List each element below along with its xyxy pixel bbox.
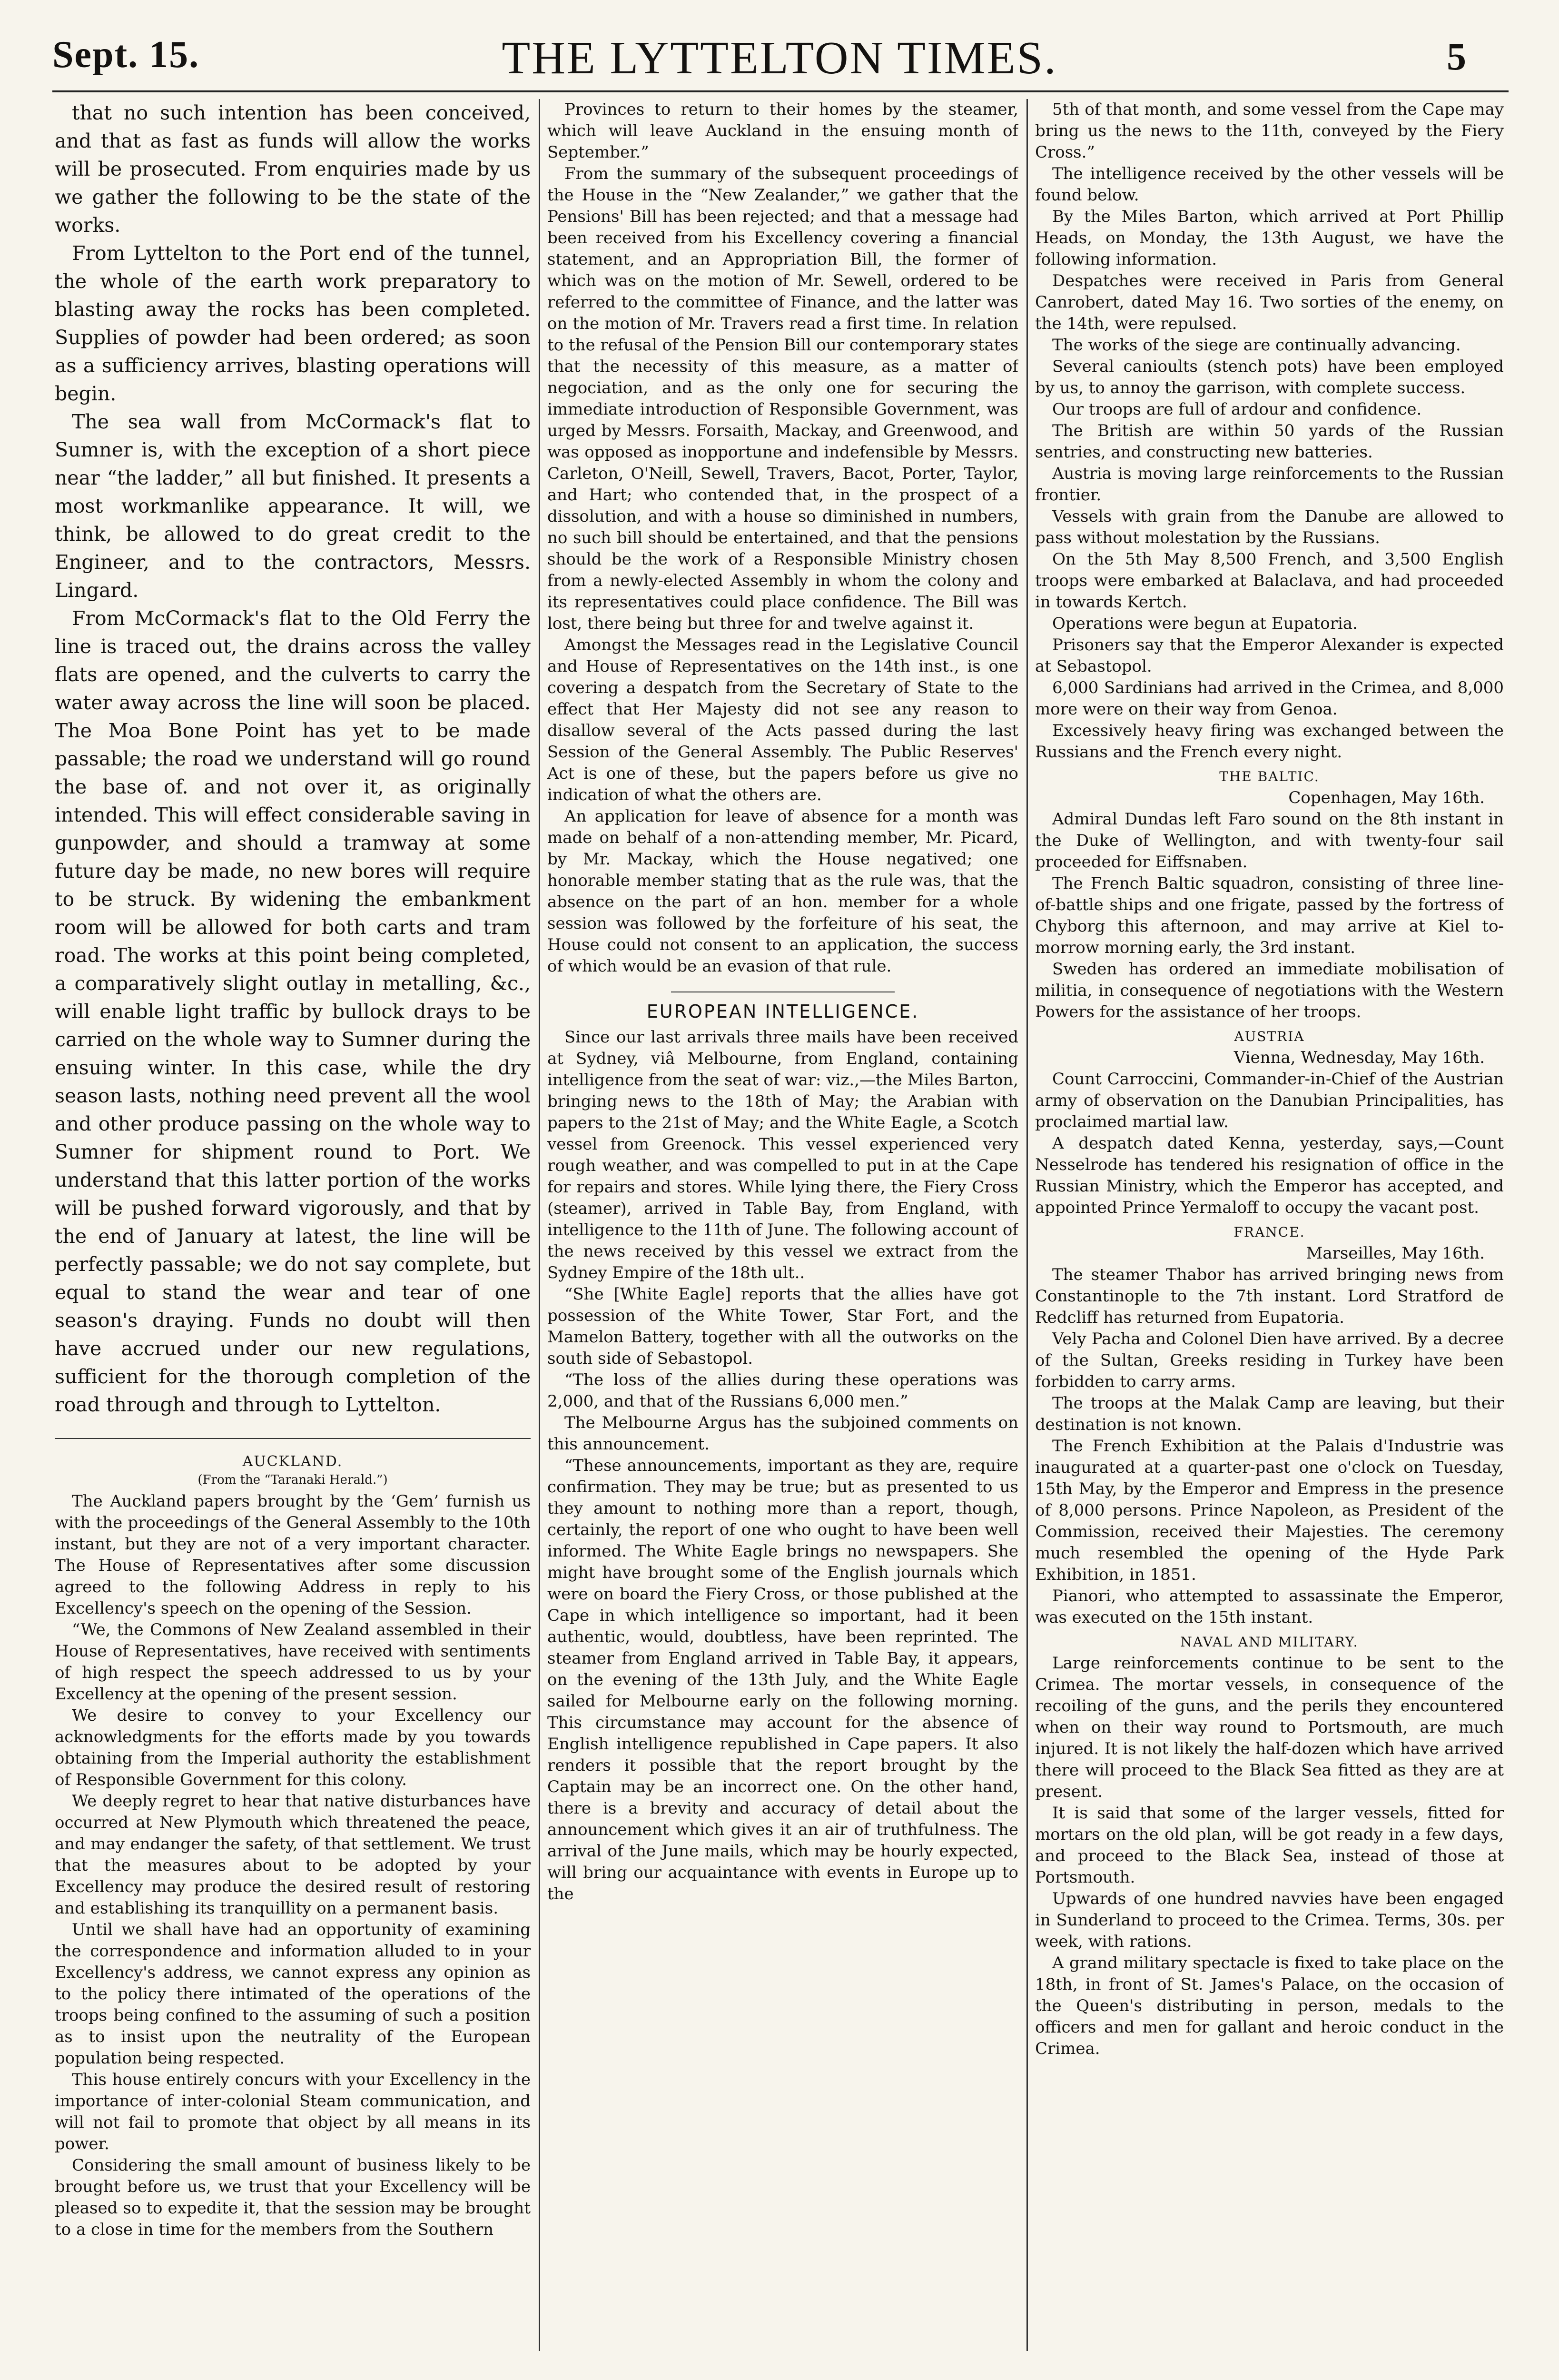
masthead-rule (52, 90, 1509, 92)
paragraph: Vely Pacha and Colonel Dien have arrived. By a decree of the Sultan, Greeks residing in Turkey have been forbidden to carry arms. (1035, 1329, 1504, 1391)
paragraph: “She [White Eagle] reports that the allies have got possession of the White Tower, Star Fort, and the Mamelon Battery, together with all the outworks on the south side of Sebastopol. (547, 1285, 1018, 1368)
paragraph: The troops at the Malak Camp are leaving, but their destination is not known. (1035, 1394, 1504, 1434)
paragraph: Several canioults (stench pots) have been employed by us, to annoy the garrison, with complete success. (1035, 357, 1504, 397)
masthead (0, 0, 1559, 90)
dateline: Vienna, Wednesday, May 16th. (1233, 1048, 1485, 1067)
paragraph: The French Baltic squadron, consisting of three line-of-battle ships and one frigate, passed by the fortress of Chyborg this afternoon, and may arrive at Kiel to-morrow morning early, the 3rd instant. (1035, 874, 1504, 957)
paragraph: Provinces to return to their homes by the steamer, which will leave Auckland in the ensuing month of September.” (547, 100, 1018, 162)
paragraph: The works of the siege are continually advancing. (1052, 336, 1461, 355)
paragraph: “The loss of the allies during these operations was 2,000, and that of the Russians 6,000 men.” (547, 1370, 1018, 1411)
section-heading-austria: AUSTRIA (1234, 1029, 1305, 1044)
column-2 (547, 99, 1018, 2346)
paragraph: Admiral Dundas left Faro sound on the 8th instant in the Duke of Wellington, and with twenty-four sail proceeded for Eiffsnaben. (1035, 810, 1504, 872)
paragraph: The British are within 50 yards of the Russian sentries, and constructing new batteries. (1035, 421, 1504, 462)
paragraph: From the summary of the subsequent proceedings of the House in the “New Zealander,” we gather that the Pensions' Bill has been rejected; and that a message had been received from his Excellency covering a financial statement, and an Appropriation Bill, the former of which was on the motion of Mr. Sewell, ordered to be referred to the committee of Finance, and the latter was on the motion of Mr. Travers read a first time. In relation to the refusal of the Pension Bill our contemporary states that the necessity of this measure, as a matter of negociation, and as the only one for securing the immediate introduction of Responsible Government, was urged by Messrs. Forsaith, Mackay, and Greenwood, and was opposed as inopportune and indefensible by Messrs. Carleton, O'Neill, Sewell, Travers, Bacot, Porter, Taylor, and Hart; who contended that, in the prospect of a dissolution, and with a house so diminished in numbers, no such bill should be entertained, and that the pensions should be the work of a Responsible Ministry chosen from a newly-elected Assembly in whom the colony and its representatives could place confidence. The Bill was lost, there being but three for and twelve against it. (547, 164, 1018, 633)
paragraph: The intelligence received by the other vessels will be found below. (1035, 164, 1504, 205)
paragraph: Prisoners say that the Emperor Alexander is expected at Sebastopol. (1035, 635, 1504, 676)
newspaper-title: THE LYTTELTON TIMES. (502, 32, 1057, 84)
paragraph: 6,000 Sardinians had arrived in the Crimea, and 8,000 more were on their way from Genoa. (1035, 678, 1504, 719)
section-heading-france: FRANCE. (1233, 1224, 1305, 1240)
paragraph: The steamer Thabor has arrived bringing news from Constantinople to the 7th instant. Lord Stratford de Redcliff has returned from Eupatoria. (1035, 1265, 1504, 1327)
column-rule (1026, 99, 1028, 2351)
section-heading-european-intelligence: EUROPEAN INTELLIGENCE. (646, 1001, 919, 1022)
column-3 (1035, 99, 1504, 2346)
paragraph: “We, the Commons of New Zealand assembled in their House of Representatives, have received with sentiments of high respect the speech addressed to us by your Excellency at the opening of the present session. (55, 1620, 531, 1704)
paragraph: Sweden has ordered an immediate mobilisation of militia, in consequence of negotiations with the Western Powers for the assistance of her troops. (1035, 960, 1504, 1021)
paragraph: Count Carroccini, Commander-in-Chief of the Austrian army of observation on the Danubian Principalities, has proclaimed martial law. (1035, 1070, 1504, 1131)
section-heading-auckland: AUCKLAND. (242, 1453, 343, 1470)
paragraph: Despatches were received in Paris from General Canrobert, dated May 16. Two sorties of the enemy, on the 14th, were repulsed. (1035, 271, 1504, 333)
paragraph: It is said that some of the larger vessels, fitted for mortars on the old plan, will be got ready in a few days, and proceed to the Black Sea, instead of those at Portsmouth. (1035, 1804, 1504, 1887)
dateline: Marseilles, May 16th. (1306, 1244, 1485, 1263)
issue-date: Sept. 15. (52, 34, 200, 76)
paragraph: The Auckland papers brought by the ‘Gem’ furnish us with the proceedings of the General Assembly to the 10th instant, but they are not of a very important character. The House of Representatives after some discussion agreed to the following Address in reply to his Excellency's speech on the opening of the Session. (55, 1492, 531, 1618)
paragraph: We desire to convey to your Excellency our acknowledgments for the efforts made by you towards obtaining from the Imperial authority the establishment of Responsible Government for this colony. (55, 1706, 531, 1789)
paragraph: Until we shall have had an opportunity of examining the correspondence and information alluded to in your Excellency's address, we cannot express any opinion as to the policy there intimated of the operations of the troops being confined to the assuming of such a position as to insist upon the neutrality of the European population being respected. (55, 1920, 531, 2068)
column-rule (539, 99, 540, 2351)
paragraph: Since our last arrivals three mails have been received at Sydney, viâ Melbourne, from England, containing intelligence from the seat of war: viz.,—the Miles Barton, bringing news to the 18th of May; the Arabian with papers to the 21st of May; and the White Eagle, a Scotch vessel from Greenock. This vessel experienced very rough weather, and was compelled to put in at the Cape for repairs and stores. While lying there, the Fiery Cross (steamer), arrived in Table Bay, from England, with intelligence to the 11th of June. The following account of the news received by this vessel we extract from the Sydney Empire of the 18th ult.. (547, 1028, 1018, 1282)
paragraph: This house entirely concurs with your Excellency in the importance of inter-colonial Steam communication, and will not fail to promote that object by all means in its power. (55, 2070, 531, 2153)
paragraph: Considering the small amount of business likely to be brought before us, we trust that your Excellency will be pleased so to expedite it, that the session may be brought to a close in time for the members from the Southern (55, 2156, 531, 2239)
paragraph: Operations were begun at Eupatoria. (1052, 614, 1358, 633)
paragraph: A despatch dated Kenna, yesterday, says,—Count Nesselrode has tendered his resignation of office in the Russian Ministry, which the Emperor has accepted, and appointed Prince Yermaloff to occupy the vacant post. (1035, 1134, 1504, 1217)
paragraph: “These announcements, important as they are, require confirmation. They may be true; but as presented to us they amount to nothing more than a report, though, certainly, the report of one who ought to have been well informed. The White Eagle brings no newspapers. She might have brought some of the English journals which were on board the Fiery Cross, or those published at the Cape in which intelligence so important, had it been authentic, would, doubtless, have been reprinted. The steamer from England arrived in Table Bay, it appears, on the evening of the 13th July, and the White Eagle sailed for Melbourne early on the following morning. This circumstance may account for the absence of English intelligence republished in Cape papers. It also renders it possible that the report brought by the Captain may be an incorrect one. On the other hand, there is a brevity and accuracy of detail about the announcement which gives it an air of truthfulness. The arrival of the June mails, which may be hourly expected, will bring our acquaintance with events in Europe up to the (547, 1456, 1018, 1904)
page-number: 5 (1447, 35, 1466, 78)
paragraph: Our troops are full of ardour and confidence. (1052, 400, 1422, 419)
paragraph: that no such intention has been conceived, and that as fast as funds will allow the works will be prosecuted. From enquiries made by us we gather the following to be the state of the works. (55, 101, 531, 237)
column-1 (55, 99, 531, 2346)
paragraph: Austria is moving large reinforcements to the Russian frontier. (1035, 464, 1504, 505)
section-divider (55, 1438, 531, 1439)
paragraph: An application for leave of absence for a month was made on behalf of a non-attending member, Mr. Picard, by Mr. Mackay, which the House negatived; one honorable member stating that as the rule was, that the absence on the part of an hon. member for a whole session was followed by the forfeiture of his seat, the House could not consent to an application, the success of which would be an evasion of that rule. (547, 807, 1018, 976)
paragraph: Upwards of one hundred navvies have been engaged in Sunderland to proceed to the Crimea. Terms, 30s. per week, with rations. (1035, 1889, 1504, 1951)
paragraph: By the Miles Barton, which arrived at Port Phillip Heads, on Monday, the 13th August, we have the following information. (1035, 207, 1504, 269)
paragraph: We deeply regret to hear that native disturbances have occurred at New Plymouth which threatened the peace, and may endanger the safety, of that settlement. We trust that the measures about to be adopted by your Excellency may produce the desired result of restoring and establishing its tranquillity on a permanent basis. (55, 1792, 531, 1918)
paragraph: Vessels with grain from the Danube are allowed to pass without molestation by the Russians. (1035, 507, 1504, 547)
paragraph: On the 5th May 8,500 French, and 3,500 English troops were embarked at Balaclava, and had proceeded in towards Kertch. (1035, 550, 1504, 612)
paragraph: The Melbourne Argus has the subjoined comments on this announcement. (547, 1413, 1018, 1454)
paragraph: 5th of that month, and some vessel from the Cape may bring us the news to the 11th, conveyed by the Fiery Cross.” (1035, 100, 1504, 162)
paragraph: The French Exhibition at the Palais d'Industrie was inaugurated at a quarter-past one o'clock on Tuesday, 15th May, by the Emperor and Empress in the presence of 8,000 persons. Prince Napoleon, as President of the Commission, received their Majesties. The ceremony much resembled the opening of the Hyde Park Exhibition, in 1851. (1035, 1437, 1504, 1584)
dateline: Copenhagen, May 16th. (1288, 788, 1485, 807)
paragraph: Large reinforcements continue to be sent to the Crimea. The mortar vessels, in consequence of the recoiling of the guns, and the perils they encountered when on their way round to Portsmouth, are much injured. It is not likely the half-dozen which have arrived there will proceed to the Black Sea fitted as they are at present. (1035, 1654, 1504, 1801)
section-source: (From the “Taranaki Herald.”) (197, 1473, 388, 1487)
paragraph: Pianori, who attempted to assassinate the Emperor, was executed on the 15th instant. (1035, 1587, 1504, 1627)
paragraph: Amongst the Messages read in the Legislative Council and House of Representatives on the 14th inst., is one covering a despatch from the Secretary of State to the effect that Her Majesty did not see any reason to disallow several of the Acts passed during the last Session of the General Assembly. The Public Reserves' Act is one of these, but the papers before us give no indication of what the others are. (547, 635, 1018, 804)
paragraph: Excessively heavy firing was exchanged between the Russians and the French every night. (1035, 721, 1504, 762)
section-heading-naval-military: NAVAL AND MILITARY. (1180, 1634, 1359, 1650)
paragraph: A grand military spectacle is fixed to take place on the 18th, in front of St. James's Palace, on the occasion of the Queen's distributing in person, medals to the officers and men for gallant and heroic conduct in the Crimea. (1035, 1954, 1504, 2058)
paragraph: From Lyttelton to the Port end of the tunnel, the whole of the earth work preparatory to blasting away the rocks has been completed. Supplies of powder had been ordered; as soon as a sufficiency arrives, blasting operations will begin. (55, 242, 531, 405)
paragraph: From McCormack's flat to the Old Ferry the line is traced out, the drains across the valley flats are opened, and the culverts to carry the water away across the line will soon be placed. The Moa Bone Point has yet to be made passable; the road we understand will go round the base of. and not over it, as originally intended. This will effect considerable saving in gunpowder, and should a tramway at some future day be made, no new bores will require to be struck. By widening the embankment room will be allowed for both carts and tram road. The works at this point being completed, a comparatively slight outlay in metalling, &c., will enable light traffic by bullock drays to be carried on the whole way to Sumner during the ensuing winter. In this case, while the dry season lasts, nothing need prevent all the wool and other produce passing on the whole way to Sumner for shipment round to Port. We understand that this latter portion of the works will be pushed forward vigorously, and that by the end of January at latest, the line will be perfectly passable; we do not say complete, but equal to stand the wear and tear of one season's draying. Funds no doubt will then have accrued under our new regulations, sufficient for the thorough completion of the road through and through to Lyttelton. (55, 607, 531, 1416)
paragraph: The sea wall from McCormack's flat to Sumner is, with the exception of a short piece near “the ladder,” all but finished. It presents a most workmanlike appearance. It will, we think, be allowed to do great credit to the Engineer, and to the contractors, Messrs. Lingard. (55, 410, 531, 602)
section-heading-baltic: THE BALTIC. (1219, 769, 1320, 784)
